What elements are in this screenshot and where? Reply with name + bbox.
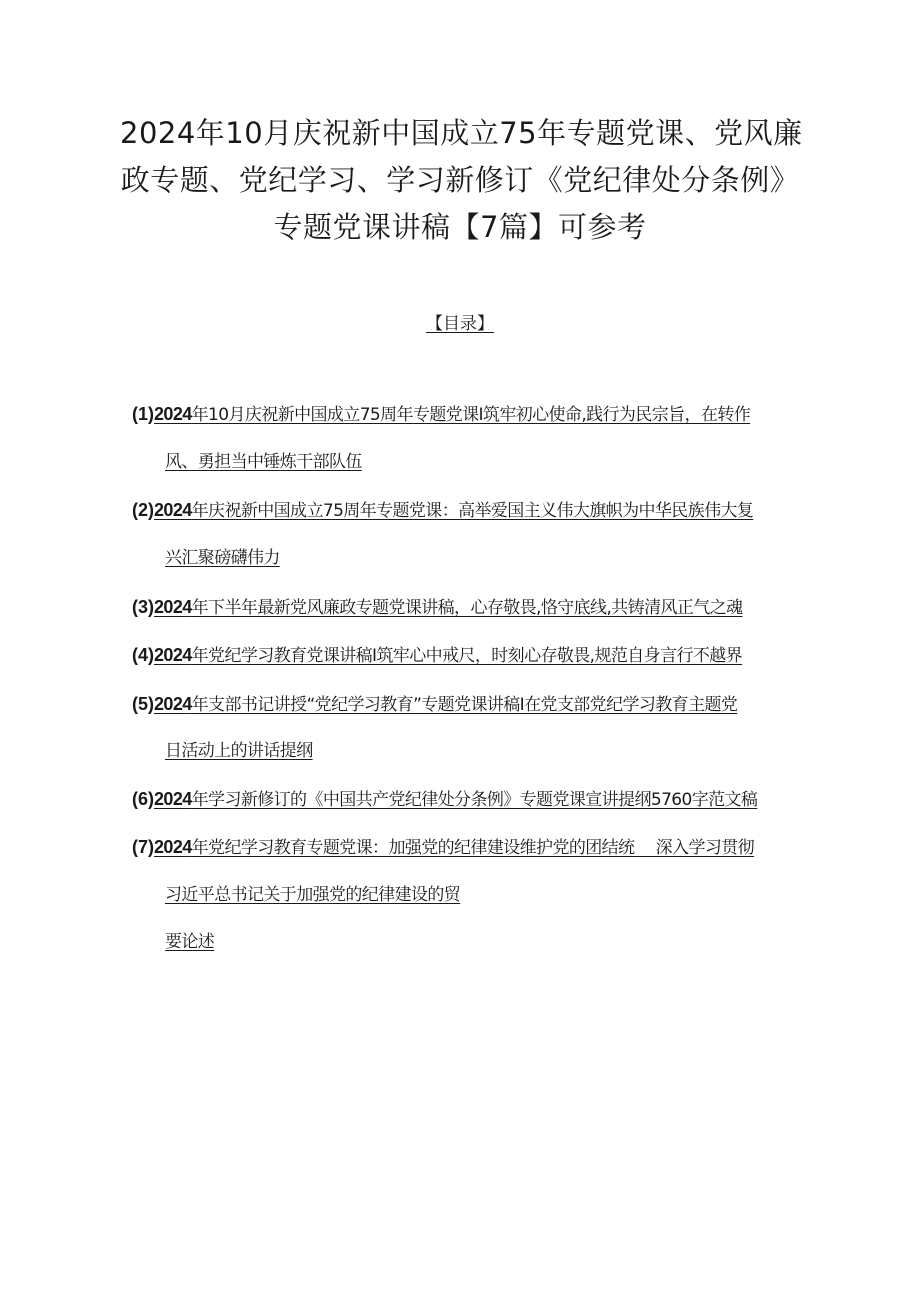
title-line-1: 2024年10月庆祝新中国成立75年专题党课、党风廉 [120, 116, 803, 150]
toc-entry-number: (7) [132, 837, 154, 857]
toc-entry-link-continued[interactable]: 习近平总书记关于加强党的纪律建设的贸 [165, 885, 461, 905]
toc-entry-link[interactable]: 2024年党纪学习教育专题党课：加强党的纪律建设维护党的团结统 深入学习贯彻 [154, 837, 755, 858]
toc-entry-5[interactable] [132, 692, 812, 763]
toc-entry-7[interactable] [132, 835, 812, 954]
table-of-contents [132, 402, 812, 954]
toc-entry-link[interactable]: 2024年学习新修订的《中国共产党纪律处分条例》专题党课宣讲提纲5760字范文稿 [154, 789, 758, 810]
toc-entry-link-continued[interactable]: 日活动上的讲话提纲 [165, 741, 313, 761]
toc-entry-link[interactable]: 2024年10月庆祝新中国成立75周年专题党课I筑牢初心使命,践行为民宗旨，在转作 [154, 404, 751, 425]
toc-entry-4[interactable] [132, 643, 812, 667]
toc-entry-number: (6) [132, 789, 154, 809]
toc-entry-1[interactable] [132, 402, 812, 474]
toc-entry-link-continued[interactable]: 风、勇担当中锤炼干部队伍 [165, 452, 362, 472]
toc-entry-number: (4) [132, 645, 154, 665]
toc-entry-link[interactable]: 2024年党纪学习教育党课讲稿I筑牢心中戒尺，时刻心存敬畏,规范自身言行不越界 [154, 645, 743, 666]
toc-entry-number: (5) [132, 694, 154, 714]
toc-entry-3[interactable] [132, 595, 812, 619]
toc-entry-link[interactable]: 2024年庆祝新中国成立75周年专题党课：高举爱国主义伟大旗帜为中华民族伟大复 [154, 500, 754, 521]
toc-entry-number: (2) [132, 500, 154, 520]
toc-entry-link[interactable]: 2024年下半年最新党风廉政专题党课讲稿，心存敬畏,恪守底线,共铸清风正气之魂 [154, 597, 743, 618]
toc-entry-6[interactable] [132, 787, 812, 811]
toc-heading [0, 312, 920, 336]
toc-entry-number: (1) [132, 404, 154, 424]
toc-entry-number: (3) [132, 597, 154, 617]
document-title [120, 110, 803, 251]
toc-heading-text: 【目录】 [426, 314, 494, 334]
title-line-3: 专题党课讲稿【7篇】可参考 [273, 210, 647, 244]
title-line-2: 政专题、党纪学习、学习新修订《党纪律处分条例》 [120, 163, 800, 197]
toc-entry-link-continued[interactable]: 兴汇聚磅礴伟力 [165, 548, 280, 568]
toc-entry-link-continued[interactable]: 要论述 [165, 932, 215, 952]
toc-entry-2[interactable] [132, 498, 812, 570]
toc-entry-link[interactable]: 2024年支部书记讲授“党纪学习教育”专题党课讲稿I在党支部党纪学习教育主题党 [154, 694, 738, 715]
